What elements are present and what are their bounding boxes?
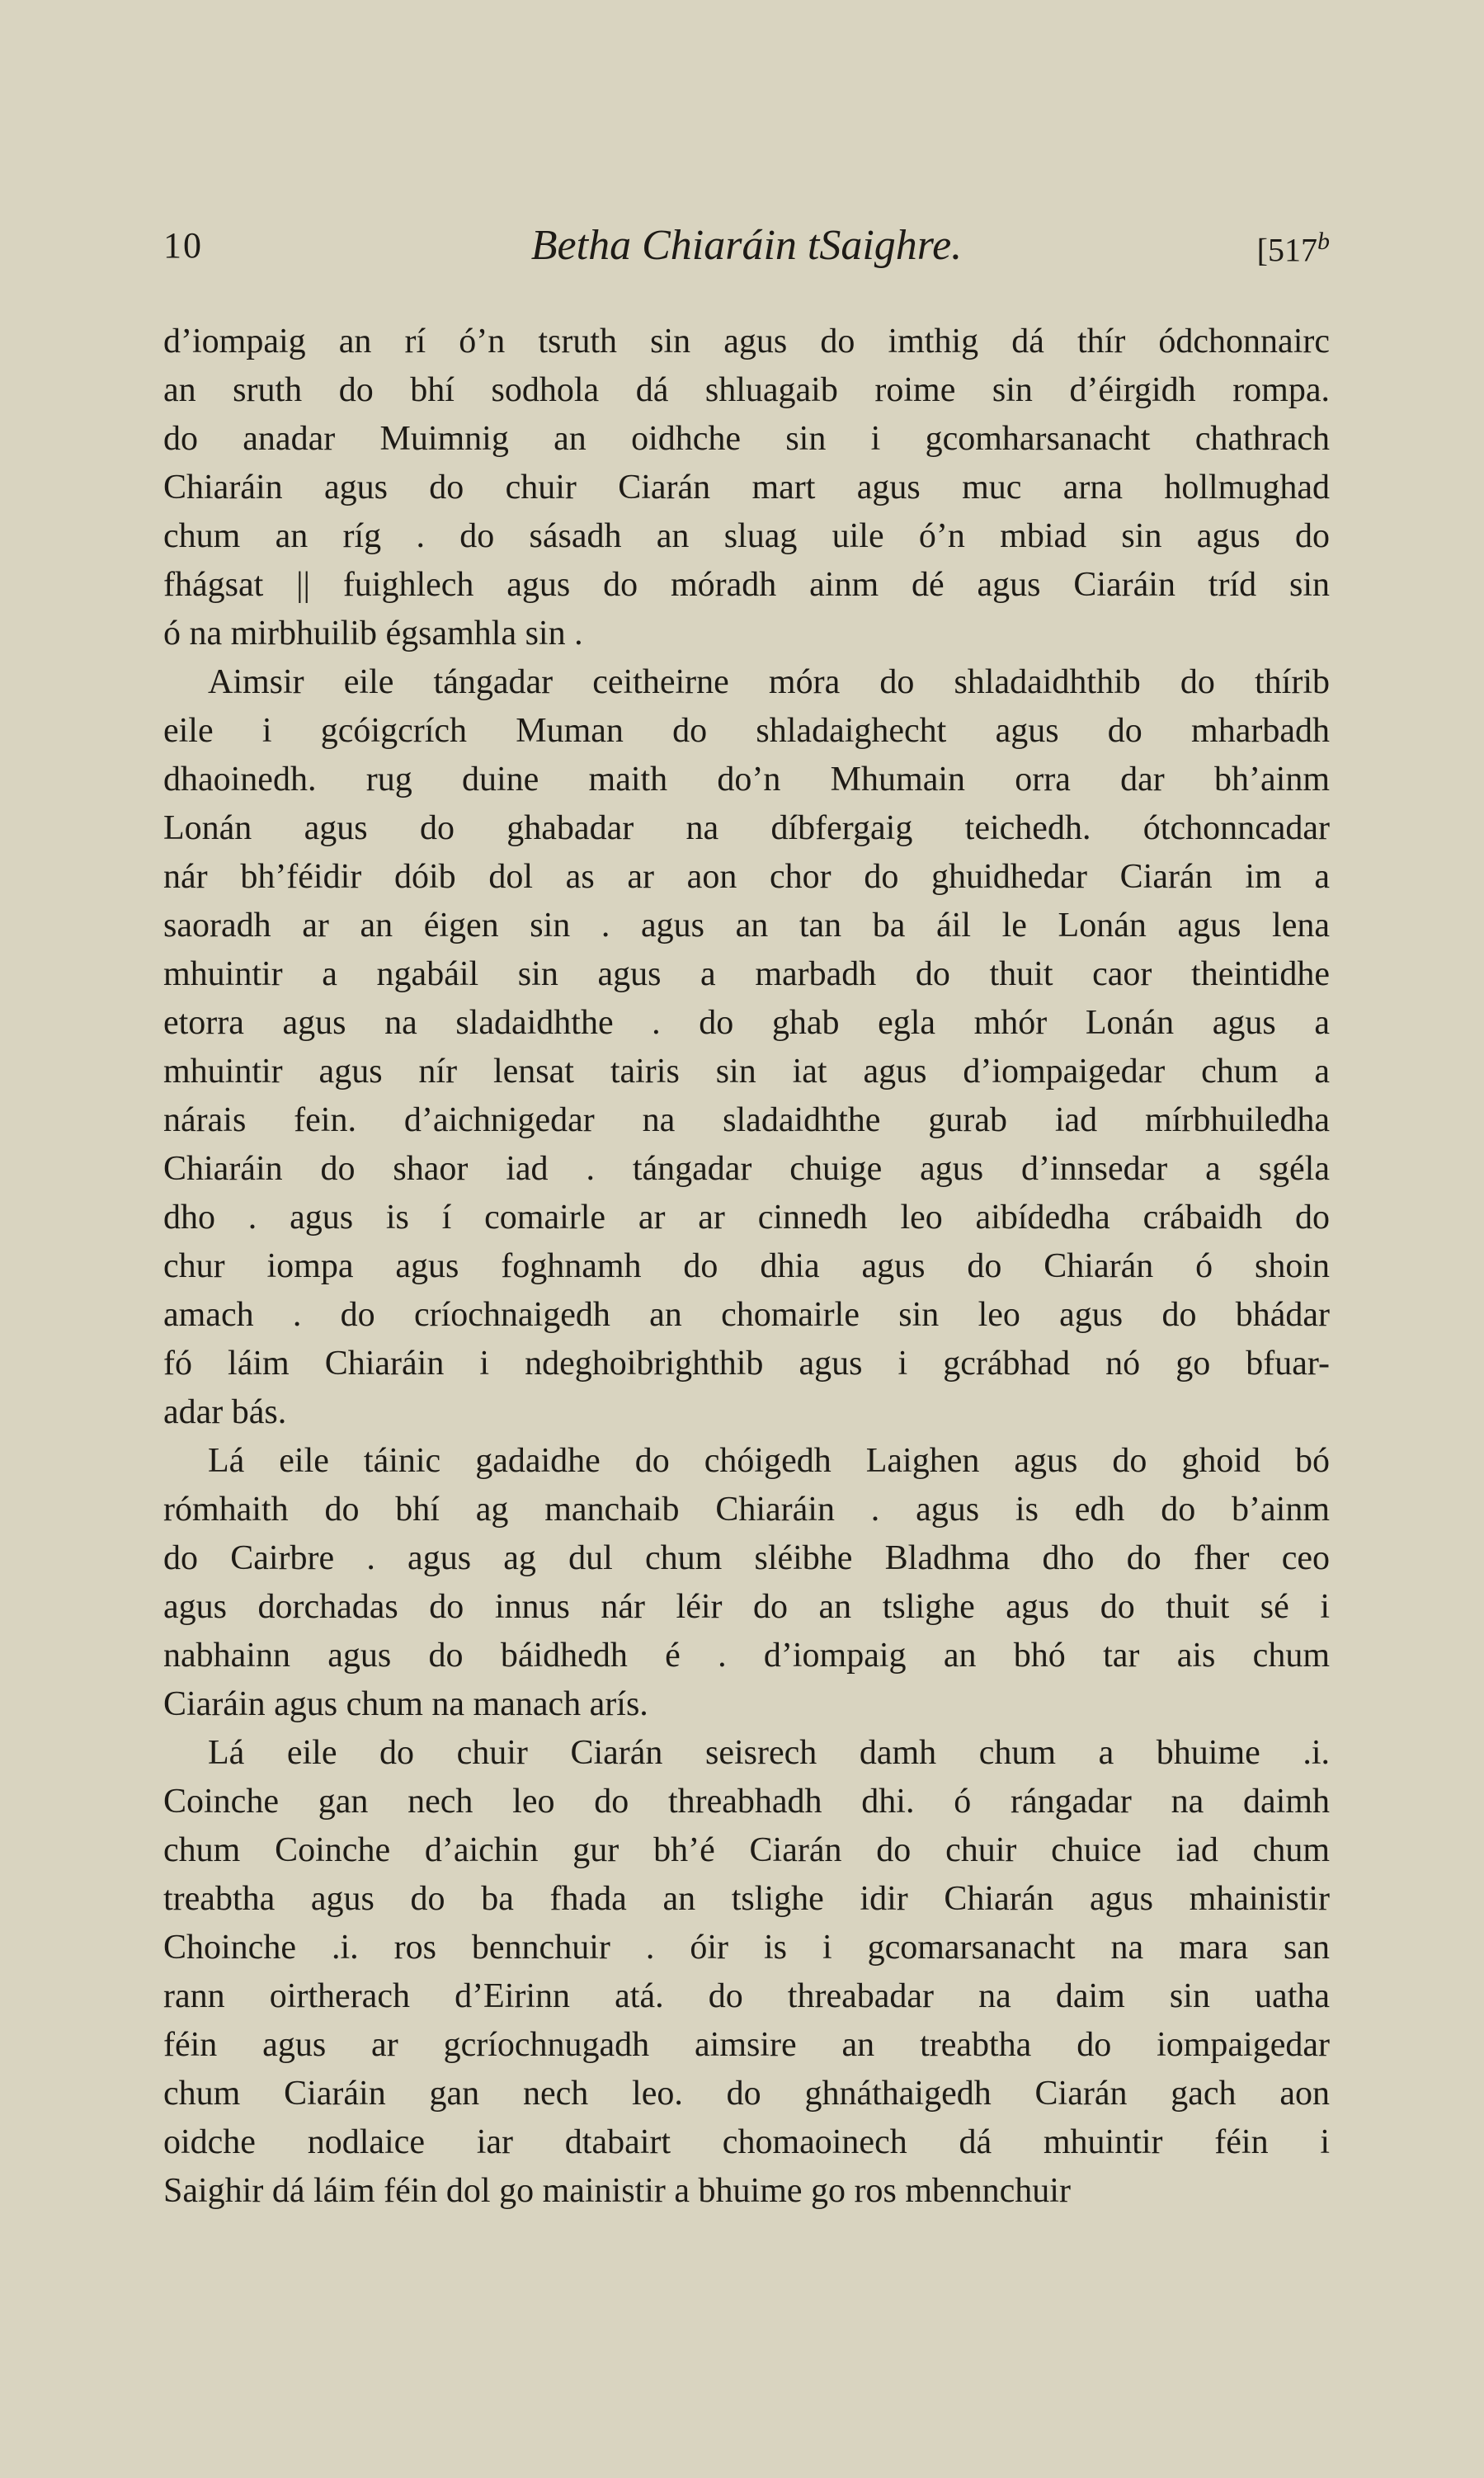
text-line: fó láim Chiaráin i ndeghoibrighthib agus i gcrábhad nó go bfuar- (163, 1345, 1330, 1383)
text-line: chum Ciaráin gan nech leo. do ghnáthaigedh Ciarán gach aon (163, 2075, 1330, 2113)
text-line: mhuintir agus nír lensat tairis sin iat agus d’iompaigedar chum a (163, 1053, 1330, 1091)
running-title: Betha Chiaráin tSaighre. (530, 222, 963, 269)
text-line: saoradh ar an éigen sin . agus an tan ba áil le Lonán agus lena (163, 907, 1330, 945)
text-line: do anadar Muimnig an oidhche sin i gcomharsanacht chathrach (163, 420, 1330, 458)
text-line: nárais fein. d’aichnigedar na sladaidhthe gurab iad mírbhuiledha (163, 1101, 1330, 1139)
text-line: nabhainn agus do báidhedh é . d’iompaig an bhó tar ais chum (163, 1637, 1330, 1675)
text-line: fhágsat || fuighlech agus do móradh ainm dé agus Ciaráin tríd sin (163, 566, 1330, 604)
text-line: chur iompa agus foghnamh do dhia agus do Chiarán ó shoin (163, 1247, 1330, 1285)
text-line: chum an ríg . do sásadh an sluag uile ó’n mbiad sin agus do (163, 517, 1330, 555)
text-line: Ciaráin agus chum na manach arís. (163, 1685, 648, 1723)
text-line: treabtha agus do ba fhada an tslighe idir Chiarán agus mhainistir (163, 1880, 1330, 1918)
text-line: adar bás. (163, 1393, 287, 1431)
text-line: rann oirtherach d’Eirinn atá. do threabadar na daim sin uatha (163, 1977, 1330, 2015)
text-line: Coinche gan nech leo do threabhadh dhi. ó rángadar na daimh (163, 1783, 1330, 1821)
page-body (163, 318, 1330, 2216)
text-line: Chiaráin do shaor iad . tángadar chuige agus d’innsedar a sgéla (163, 1150, 1330, 1188)
text-line: Chiaráin agus do chuir Ciarán mart agus muc arna hollmughad (163, 469, 1330, 506)
text-line: Saighir dá láim féin dol go mainistir a bhuime go ros mbennchuir (163, 2172, 1071, 2210)
text-line: do Cairbre . agus ag dul chum sléibhe Bladhma dho do fher ceo (163, 1539, 1330, 1577)
text-line: Lonán agus do ghabadar na díbfergaig teichedh. ótchonncadar (163, 809, 1330, 847)
running-header (163, 224, 1330, 274)
text-line: amach . do críochnaigedh an chomairle sin leo agus do bhádar (163, 1296, 1330, 1334)
text-line: ó na mirbhuilib égsamhla sin . (163, 615, 583, 652)
folio-reference (1257, 228, 1330, 269)
text-line: dhaoinedh. rug duine maith do’n Mhumain orra dar bh’ainm (163, 761, 1330, 799)
text-line: rómhaith do bhí ag manchaib Chiaráin . agus is edh do b’ainm (163, 1491, 1330, 1529)
text-line: chum Coinche d’aichin gur bh’é Ciarán do chuir chuice iad chum (163, 1831, 1330, 1869)
text-line: etorra agus na sladaidhthe . do ghab egla mhór Lonán agus a (163, 1004, 1330, 1042)
text-line: féin agus ar gcríochnugadh aimsire an treabtha do iompaigedar (163, 2026, 1330, 2064)
paragraph (163, 1437, 1330, 1729)
text-line: agus dorchadas do innus nár léir do an tslighe agus do thuit sé i (163, 1588, 1330, 1626)
text-line: nár bh’féidir dóib dol as ar aon chor do ghuidhedar Ciarán im a (163, 858, 1330, 896)
text-line: Lá eile táinic gadaidhe do chóigedh Laighen agus do ghoid bó (208, 1442, 1330, 1480)
text-line: Choinche .i. ros bennchuir . óir is i gcomarsanacht na mara san (163, 1929, 1330, 1967)
text-line: oidche nodlaice iar dtabairt chomaoinech dá mhuintir féin i (163, 2123, 1330, 2161)
folio-side: b (1317, 228, 1330, 255)
text-line: eile i gcóigcrích Muman do shladaighecht agus do mharbadh (163, 712, 1330, 750)
paragraph (163, 1729, 1330, 2216)
paragraph (163, 318, 1330, 658)
text-line: mhuintir a ngabáil sin agus a marbadh do thuit caor theintidhe (163, 955, 1330, 993)
page-number: 10 (163, 225, 203, 266)
text-line: dho . agus is í comairle ar ar cinnedh leo aibídedha crábaidh do (163, 1199, 1330, 1237)
text-line: d’iompaig an rí ó’n tsruth sin agus do imthig dá thír ódchonnairc (163, 323, 1330, 360)
text-line: Lá eile do chuir Ciarán seisrech damh chum a bhuime .i. (208, 1734, 1330, 1772)
text-line: Aimsir eile tángadar ceitheirne móra do shladaidhthib do thírib (208, 663, 1330, 701)
folio-number: [517 (1256, 231, 1317, 269)
paragraph (163, 658, 1330, 1437)
text-line: an sruth do bhí sodhola dá shluagaib roime sin d’éirgidh rompa. (163, 371, 1330, 409)
